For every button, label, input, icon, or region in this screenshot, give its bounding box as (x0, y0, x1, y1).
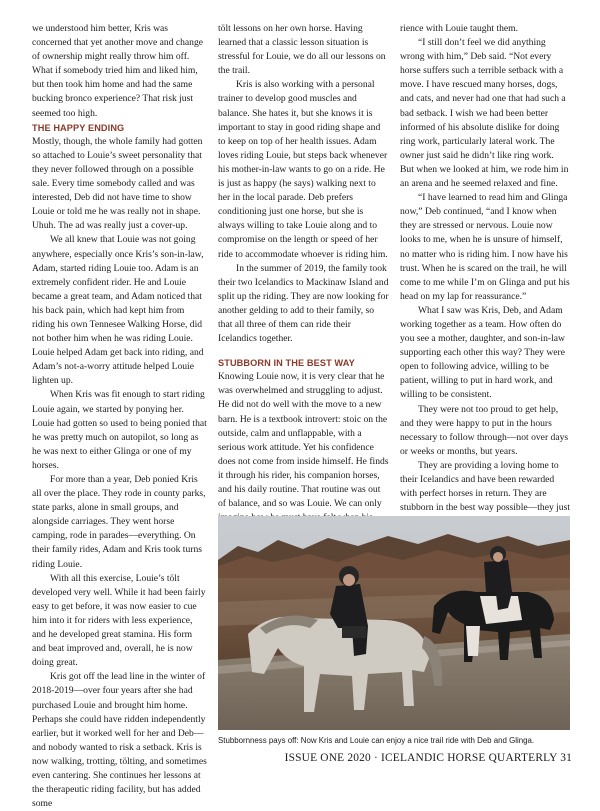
paragraph: In the summer of 2019, the family took their two Icelandics to Mackinaw Island and split up the riding. They are now looking for another gelding to add to their family, so that all three of them can ride their Icelandics together. (218, 262, 389, 345)
section-heading-stubborn: STUBBORN IN THE BEST WAY (218, 358, 355, 369)
paragraph: Mostly, though, the whole family had gotten so attached to Louie’s sweet personality that they never followed through on a possible sale. Every time somebody called and was interested, Deb did not have time to show Louie or told me he was really not in shape. Uhuh. The ad was really just a cover-up. (32, 135, 203, 232)
paragraph: When Kris was fit enough to start riding Louie again, we started by ponying her. Louie had gotten so used to being ponied that he was pretty much on autopilot, so long as he was next to either Glinga or one of my horses. (32, 389, 207, 471)
paragraph: we understood him better, Kris was concerned that yet another move and change of ownership might really throw him off. What if somebody tried him and liked him, but then took him home and had the same bucking bronco experience? That risk just seemed too high. (32, 23, 204, 119)
paragraph: rience with Louie taught them. (400, 23, 519, 34)
paragraph: tölt lessons on her own horse. Having learned that a classic lesson situation is stressful for Louie, we do all our lessons on the trail. (218, 23, 386, 77)
article-column-3 (400, 22, 570, 529)
paragraph: For more than a year, Deb ponied Kris all over the place. They rode in county parks, state parks, alone in small groups, and alongside carriages. They went horse camping, rode in parades—everything. On their family rides, Adam and Kris took turns riding Louie. (32, 474, 206, 570)
paragraph: What I saw was Kris, Deb, and Adam working together as a team. How often do you see a mother, daughter, and son-in-law supporting each other this way? They were open to following advice, willing to be patient, willing to put in hard work, and willing to be consistent. (400, 304, 565, 401)
section-heading-happy-ending: THE HAPPY ENDING (32, 122, 125, 133)
paragraph: They are providing a loving home to their Icelandics and have been rewarded with perfect horses in return. They are stubborn in the best way possible—they just (400, 459, 571, 514)
article-column-2 (218, 22, 390, 553)
paragraph: Kris got off the lead line in the winter of 2018-2019—over four years after she had purchased Louie and brought him home. Perhaps she could have ridden independently earlier, but it worked well for her and Deb—and nobody wanted to risk a setback. Kris is now walking, trotting, tölting, and sometimes even cantering. She continues her lessons at the therapeutic riding facility, but has added some (32, 671, 207, 810)
paragraph: We all knew that Louie was not going anywhere, especially once Kris’s son-in-law, Adam, started riding Louie too. Adam is an extremely confident rider. He and Louie became a great team, and Adam noticed that his back pain, which had kept him from riding his own Tennesee Walking Horse, did not bother him when he was riding Louie. Louie helped Adam get back into riding, and Adam’s not-a-worry attitude helped Louie lighten up. (32, 234, 204, 387)
page-footer: ISSUE ONE 2020 · ICELANDIC HORSE QUARTERLY 31 (284, 752, 572, 764)
paragraph: They were not too proud to get help, and they were happy to put in the hours necessary to follow through—not over days or weeks or months, but years. (400, 403, 569, 457)
paragraph: Kris is also working with a personal trainer to develop good muscles and balance. She hates it, but she knows it is important to stay in good riding shape and to keep on top of her health issues. Adam loves riding Louie, but steps back whenever his mother-in-law wants to go on a ride. He is just as happy (he says) walking next to her in the local parade. Deb prefers conditioning just one horse, but she is always willing to take Louie along and to compromise on the length or speed of her ride to accommodate whoever is riding him. (218, 79, 388, 260)
article-column-1 (32, 22, 208, 811)
paragraph: Knowing Louie now, it is very clear that he was overwhelmed and struggling to adjust. He did not do well with the move to a new barn. He is a textbook introvert: stoic on the outside, calm and unflappable, with a serious work attitude. Yet his confidence does not come from inside himself. He finds it through his rider, his companion horses, and his daily routine. That routine was out of balance, and so was Louie. We can only (218, 371, 389, 510)
trail-ride-photo (218, 516, 570, 730)
paragraph: “I have learned to read him and Glinga now,” Deb continued, “and I know when they are stressed or nervous. Louie now looks to me, when he is unsure of himself, no matter who is riding him. I now have his trust. When he is scared on the trail, he will come to me while I’m on Glinga and put his head on my lap for reassurance.” (400, 192, 570, 302)
paragraph: “I still don’t feel we did anything wrong with him,” Deb said. “Not every horse suffers such a terrible setback with a move. I have rescued many horses, dogs, and cats, and never had one that had such a bad setback. I wish we had been better informed of his absolute dislike for doing ring work, particularly lateral work. The owner just said he didn’t like ring work. But when we looked at him, we rode him in an arena and he seemed relaxed and fine. (400, 37, 569, 190)
paragraph: With all this exercise, Louie’s tölt developed very well. While it had been fairly easy to get before, it was now easier to cue him into it for riders with less experience, and he developed great stamina. His form and beat improved and, overall, he is now doing great. (32, 572, 206, 669)
photo-caption: Stubbornness pays off: Now Kris and Louie can enjoy a nice trail ride with Deb and Glinga. (218, 736, 535, 745)
